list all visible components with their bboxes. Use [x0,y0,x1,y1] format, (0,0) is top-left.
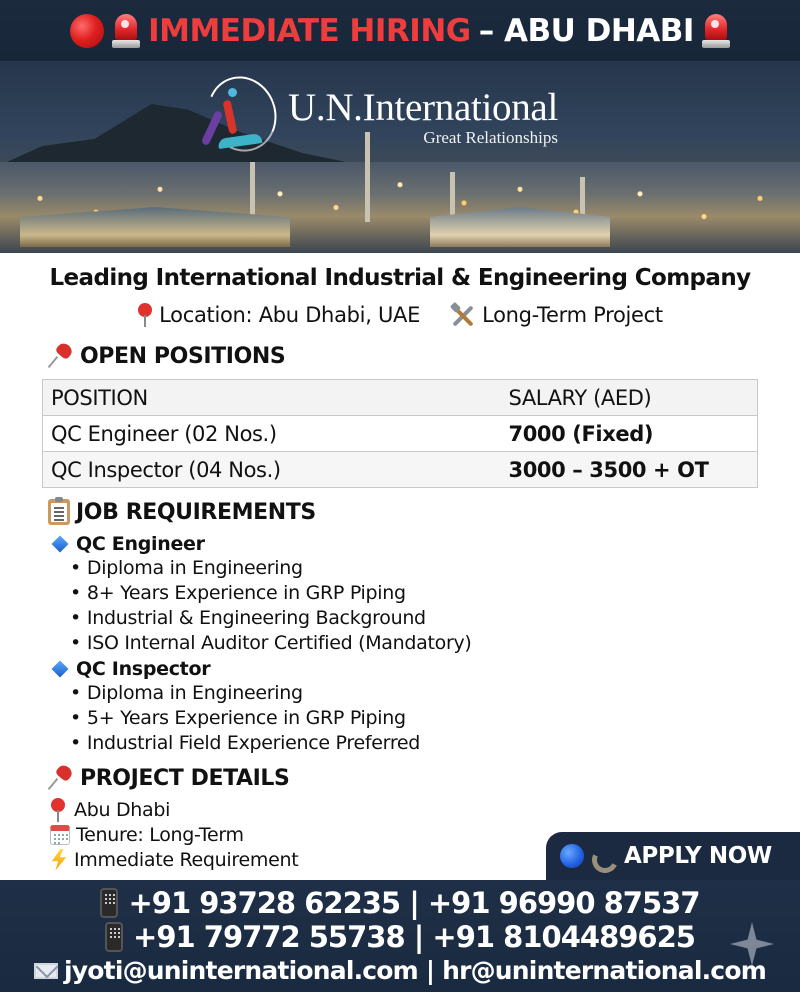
mobile-phone-icon [105,922,123,952]
requirements-qc-inspector [50,656,420,756]
siren-icon [112,14,140,48]
list-item: • Diploma in Engineering [50,681,420,706]
email-addresses[interactable]: jyoti@uninternational.com | hr@uninternational.com [64,956,766,985]
list-item: • Industrial Field Experience Preferred [50,731,420,756]
apply-now-button[interactable] [546,832,800,880]
list-item: • 5+ Years Experience in GRP Piping [50,706,420,731]
phone-line-2 [0,920,800,954]
top-banner [0,0,800,62]
position-cell: QC Inspector (04 Nos.) [43,452,501,488]
positions-table [42,379,758,488]
diamond-icon [52,660,69,677]
detail-tenure: Tenure: Long-Term [50,822,298,847]
subline [0,303,800,327]
list-item: • Diploma in Engineering [50,556,472,581]
headline: Leading International Industrial & Engineering Company [49,265,751,291]
detail-location: Abu Dhabi [50,797,298,822]
detail-immediate: Immediate Requirement [50,847,298,872]
project-type-text: Long-Term Project [482,303,663,327]
banner-title-red: IMMEDIATE HIRING [148,12,471,49]
siren-icon [702,14,730,48]
role-heading: QC Engineer [50,531,472,556]
project-details-heading: PROJECT DETAILS [48,765,289,791]
calendar-icon [50,825,70,845]
contact-footer [0,880,800,992]
role-heading: QC Inspector [50,656,420,681]
pin-icon [137,303,153,327]
red-circle-icon [70,14,104,48]
table-row [43,416,758,452]
tools-icon [450,303,476,327]
phone-line-1 [0,886,800,920]
clipboard-icon [48,499,70,525]
list-item: • 8+ Years Experience in GRP Piping [50,581,472,606]
job-requirements-heading: JOB REQUIREMENTS [48,499,316,525]
logo-mark-icon [200,76,278,156]
pushpin-icon [48,343,74,369]
email-line [0,956,800,985]
pin-icon [50,798,68,822]
company-tagline: Great Relationships [423,128,558,147]
phone-numbers[interactable]: +91 93728 62235 | +91 96990 87537 [128,886,700,920]
table-header-row [43,380,758,416]
project-details-list [50,797,298,872]
banner-title-white: – ABU DHABI [478,12,694,49]
list-item: • ISO Internal Auditor Certified (Mandatory) [50,631,472,656]
lightning-icon [50,849,68,871]
company-logo [200,76,558,156]
company-name: U.N.International [288,86,558,129]
hero-image [0,62,800,253]
diamond-icon [52,535,69,552]
apply-now-label: APPLY NOW [624,843,772,869]
column-header-position: POSITION [43,380,501,416]
requirements-qc-engineer [50,531,472,656]
table-row [43,452,758,488]
open-positions-heading: OPEN POSITIONS [48,343,285,369]
mobile-phone-icon [100,888,118,918]
position-cell: QC Engineer (02 Nos.) [43,416,501,452]
salary-cell: 7000 (Fixed) [501,416,758,452]
phone-icon [590,845,612,867]
list-item: • Industrial & Engineering Background [50,606,472,631]
pushpin-icon [48,765,74,791]
phone-numbers[interactable]: +91 79772 55738 | +91 8104489625 [133,920,695,954]
column-header-salary: SALARY (AED) [501,380,758,416]
location-text: Location: Abu Dhabi, UAE [159,303,421,327]
blue-circle-icon [560,844,584,868]
salary-cell: 3000 – 3500 + OT [501,452,758,488]
envelope-icon [34,963,58,979]
